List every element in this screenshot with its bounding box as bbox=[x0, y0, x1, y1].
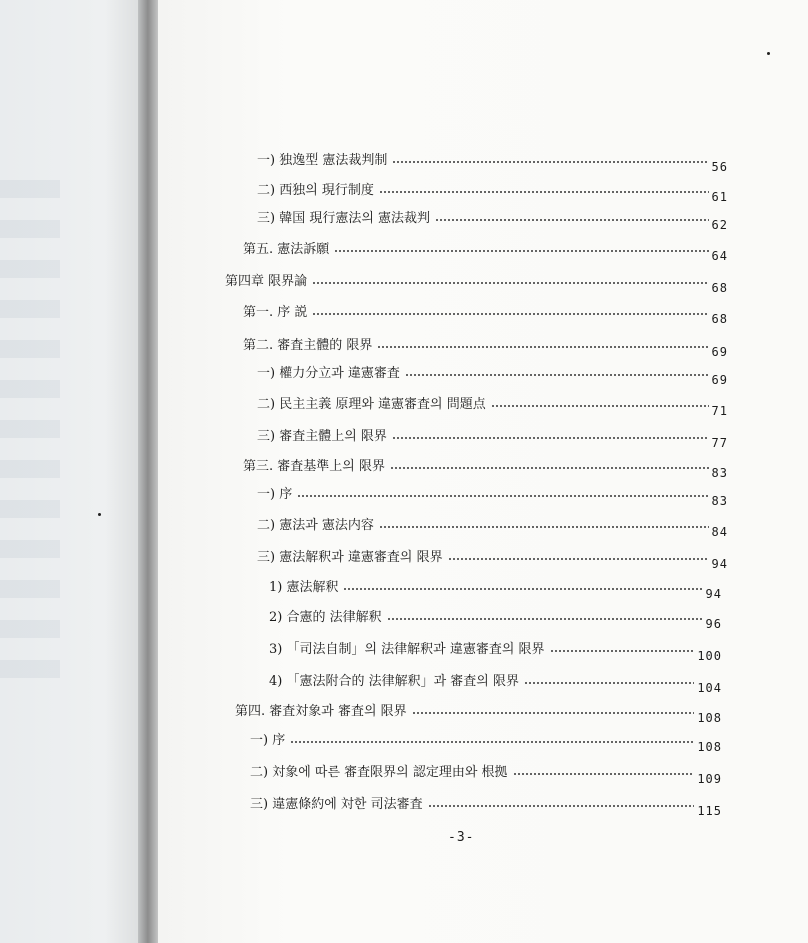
toc-entry-page: 83 bbox=[711, 466, 728, 480]
toc-dot-leader bbox=[392, 435, 709, 441]
toc-entry-label: 第一. 序 説 bbox=[243, 305, 308, 320]
toc-entry-page: 61 bbox=[711, 190, 728, 204]
toc-dot-leader bbox=[491, 403, 709, 409]
toc-entry-page: 68 bbox=[711, 312, 728, 326]
toc-dot-leader bbox=[290, 739, 694, 745]
toc-entry bbox=[235, 697, 722, 725]
toc-entry-label: 一) 独逸型 憲法裁判制 bbox=[257, 153, 388, 168]
toc-entry-page: 62 bbox=[711, 218, 728, 232]
toc-entry-label: 三) 憲法解釈과 違憲審査의 限界 bbox=[257, 550, 443, 565]
toc-dot-leader bbox=[524, 680, 694, 686]
toc-dot-leader bbox=[379, 524, 709, 530]
page-number: -3- bbox=[448, 830, 475, 845]
toc-entry bbox=[243, 298, 728, 326]
toc-entry-page: 77 bbox=[711, 436, 728, 450]
toc-entry bbox=[250, 758, 722, 786]
toc-entry-page: 108 bbox=[697, 740, 722, 754]
toc-entry-page: 71 bbox=[711, 404, 728, 418]
book-gutter bbox=[138, 0, 160, 943]
toc-entry bbox=[257, 511, 728, 539]
toc-dot-leader bbox=[392, 159, 708, 165]
toc-entry bbox=[257, 422, 728, 450]
toc-dot-leader bbox=[550, 648, 695, 654]
toc-dot-leader bbox=[334, 248, 708, 254]
toc-entry-page: 100 bbox=[697, 649, 722, 663]
toc-entry-label: 4) 「憲法附合的 法律解釈」과 審査의 限界 bbox=[269, 674, 519, 689]
toc-entry-label: 二) 対象에 따른 審査限界의 認定理由와 根拠 bbox=[250, 765, 508, 780]
toc-entry-label: 3) 「司法自制」의 法律解釈과 違憲審査의 限界 bbox=[269, 642, 545, 657]
toc-entry bbox=[243, 331, 728, 359]
toc-dot-leader bbox=[379, 189, 709, 195]
toc-entry bbox=[257, 359, 728, 387]
toc-entry bbox=[243, 235, 728, 263]
toc-entry-page: 68 bbox=[711, 281, 728, 295]
toc-entry-label: 第三. 審査基準上의 限界 bbox=[243, 459, 385, 474]
left-page bbox=[0, 0, 150, 943]
toc-entry-label: 二) 憲法과 憲法内容 bbox=[257, 518, 374, 533]
toc-entry bbox=[257, 204, 728, 232]
toc-dot-leader bbox=[343, 586, 702, 592]
toc-entry-label: 第四章 限界論 bbox=[225, 274, 308, 289]
toc-entry-label: 一) 權力分立과 違憲審査 bbox=[257, 366, 400, 381]
toc-entry-page: 69 bbox=[711, 345, 728, 359]
toc-entry-label: 三) 審査主體上의 限界 bbox=[257, 429, 387, 444]
toc-dot-leader bbox=[448, 556, 709, 562]
toc-dot-leader bbox=[513, 771, 695, 777]
toc-entry bbox=[269, 635, 722, 663]
toc-entry bbox=[250, 726, 722, 754]
show-through-text bbox=[0, 180, 60, 700]
toc-dot-leader bbox=[387, 616, 703, 622]
toc-entry bbox=[225, 267, 728, 295]
toc-entry-page: 108 bbox=[697, 711, 722, 725]
toc-dot-leader bbox=[428, 803, 695, 809]
toc-entry-page: 69 bbox=[711, 373, 728, 387]
toc-entry bbox=[257, 176, 728, 204]
toc-entry-label: 1) 憲法解釈 bbox=[269, 580, 339, 595]
toc-entry-label: 一) 序 bbox=[257, 487, 293, 502]
toc-entry-page: 94 bbox=[705, 587, 722, 601]
toc-dot-leader bbox=[312, 280, 708, 286]
toc-dot-leader bbox=[390, 465, 709, 471]
toc-entry bbox=[257, 543, 728, 571]
toc-entry-label: 2) 合憲的 法律解釈 bbox=[269, 610, 382, 625]
toc-dot-leader bbox=[412, 710, 695, 716]
toc-entry-page: 84 bbox=[711, 525, 728, 539]
toc-entry-label: 一) 序 bbox=[250, 733, 286, 748]
toc-entry-label: 三) 韓国 現行憲法의 憲法裁判 bbox=[257, 211, 431, 226]
toc-entry bbox=[257, 390, 728, 418]
toc-entry-page: 104 bbox=[697, 681, 722, 695]
toc-entry bbox=[257, 146, 728, 174]
toc-dot-leader bbox=[377, 344, 708, 350]
toc-entry bbox=[243, 452, 728, 480]
toc-entry bbox=[269, 573, 722, 601]
toc-entry-label: 二) 民主主義 原理와 違憲審査의 問題点 bbox=[257, 397, 486, 412]
toc-entry bbox=[269, 603, 722, 631]
toc-entry-label: 三) 違憲條約에 対한 司法審査 bbox=[250, 797, 423, 812]
toc-entry-page: 64 bbox=[711, 249, 728, 263]
toc-entry-label: 二) 西独의 現行制度 bbox=[257, 183, 374, 198]
toc-entry bbox=[250, 790, 722, 818]
toc-dot-leader bbox=[405, 372, 709, 378]
toc-entry-page: 56 bbox=[711, 160, 728, 174]
toc-dot-leader bbox=[312, 311, 708, 317]
toc-entry-label: 第五. 憲法訴願 bbox=[243, 242, 330, 257]
toc-entry-page: 83 bbox=[711, 494, 728, 508]
scan-speck bbox=[98, 513, 101, 516]
toc-dot-leader bbox=[435, 217, 709, 223]
toc-entry-page: 115 bbox=[697, 804, 722, 818]
toc-entry bbox=[257, 480, 728, 508]
toc-entry bbox=[269, 667, 722, 695]
toc-entry-page: 94 bbox=[711, 557, 728, 571]
toc-entry-page: 96 bbox=[705, 617, 722, 631]
scan-speck bbox=[767, 52, 770, 55]
toc-entry-label: 第二. 審査主體的 限界 bbox=[243, 338, 373, 353]
toc-entry-page: 109 bbox=[697, 772, 722, 786]
toc-dot-leader bbox=[297, 493, 708, 499]
toc-entry-label: 第四. 審査対象과 審査의 限界 bbox=[235, 704, 407, 719]
